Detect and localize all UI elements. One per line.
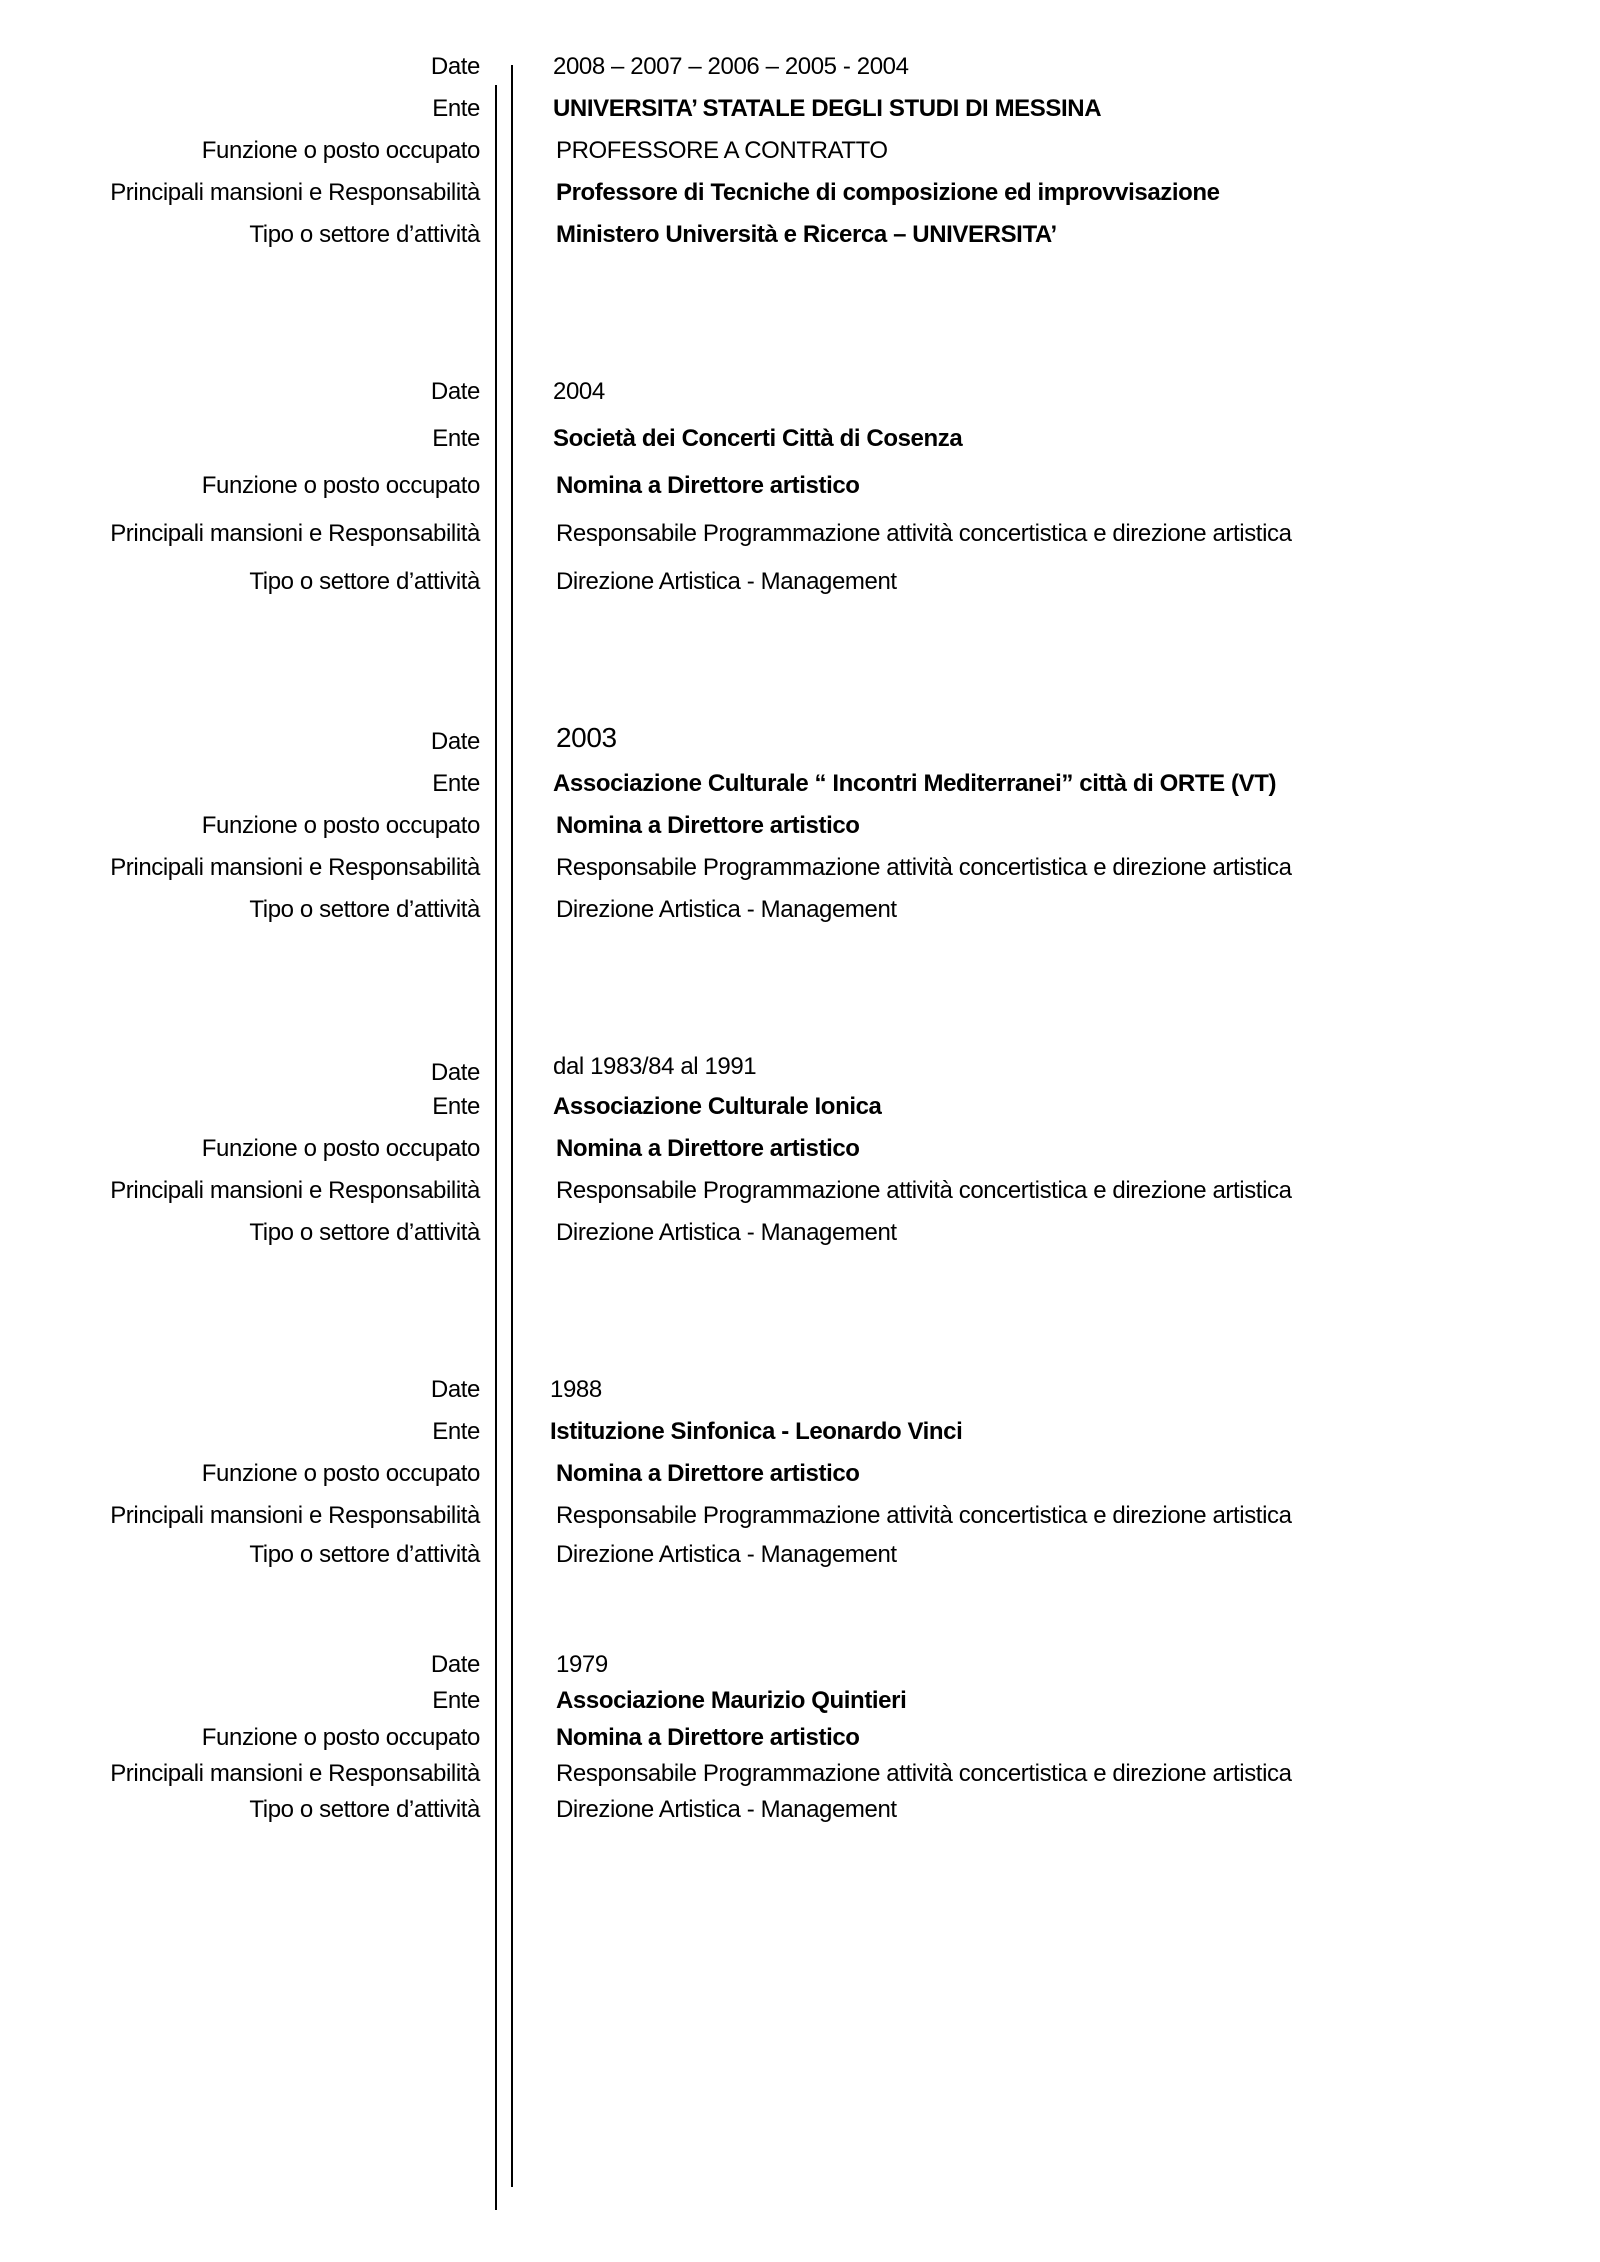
entry-row-ente [0, 422, 1600, 456]
label-date: Date [430, 728, 480, 755]
label-funzione: Funzione o posto occupato [201, 1460, 480, 1487]
value-date: 1979 [556, 1651, 608, 1678]
entry-row-date [0, 1373, 1600, 1407]
entry-row-funzione [0, 134, 1600, 168]
entry-row-mansioni [0, 1499, 1600, 1533]
label-mansioni: Principali mansioni e Responsabilità [110, 520, 480, 547]
label-mansioni: Principali mansioni e Responsabilità [110, 1177, 480, 1204]
value-date: 2003 [556, 722, 617, 753]
value-date: 1988 [550, 1376, 602, 1403]
value-date: dal 1983/84 al 1991 [553, 1053, 757, 1080]
value-date: 2008 – 2007 – 2006 – 2005 - 2004 [553, 53, 909, 80]
entry-row-ente [0, 92, 1600, 126]
value-ente: Associazione Culturale Ionica [553, 1093, 882, 1120]
label-tipo: Tipo o settore d’attività [249, 896, 480, 923]
entry-row-mansioni [0, 176, 1600, 210]
value-ente: Associazione Maurizio Quintieri [556, 1687, 907, 1714]
entry-row-mansioni [0, 517, 1600, 551]
value-mansioni: Responsabile Programmazione attività concertistica e direzione artistica [556, 854, 1292, 881]
label-mansioni: Principali mansioni e Responsabilità [110, 1502, 480, 1529]
entry-row-tipo [0, 565, 1600, 599]
label-ente: Ente [432, 1418, 480, 1445]
value-tipo: Direzione Artistica - Management [556, 568, 897, 595]
label-tipo: Tipo o settore d’attività [249, 568, 480, 595]
label-ente: Ente [432, 770, 480, 797]
value-ente: Istituzione Sinfonica - Leonardo Vinci [550, 1418, 963, 1445]
value-funzione: Nomina a Direttore artistico [556, 1135, 860, 1162]
entry-row-ente [0, 767, 1600, 801]
value-funzione: Nomina a Direttore artistico [556, 472, 860, 499]
label-tipo: Tipo o settore d’attività [249, 1796, 480, 1823]
label-funzione: Funzione o posto occupato [201, 1724, 480, 1751]
label-ente: Ente [432, 425, 480, 452]
label-funzione: Funzione o posto occupato [201, 472, 480, 499]
value-tipo: Direzione Artistica - Management [556, 1796, 897, 1823]
value-mansioni: Responsabile Programmazione attività concertistica e direzione artistica [556, 520, 1292, 547]
value-tipo: Direzione Artistica - Management [556, 1541, 897, 1568]
value-tipo: Ministero Università e Ricerca – UNIVERSITA’ [556, 221, 1057, 248]
entry-row-tipo [0, 1216, 1600, 1250]
value-mansioni: Professore di Tecniche di composizione ed improvvisazione [556, 179, 1220, 206]
entry-row-ente [0, 1415, 1600, 1449]
value-ente: Associazione Culturale “ Incontri Mediterranei” città di ORTE (VT) [553, 770, 1277, 797]
entry-row-ente [0, 1684, 1600, 1718]
entry-row-date [0, 722, 1600, 759]
label-mansioni: Principali mansioni e Responsabilità [110, 1760, 480, 1787]
entry-row-tipo [0, 1793, 1600, 1827]
entry-row-date [0, 50, 1600, 84]
value-mansioni: Responsabile Programmazione attività concertistica e direzione artistica [556, 1502, 1292, 1529]
label-tipo: Tipo o settore d’attività [249, 1219, 480, 1246]
label-date: Date [430, 1059, 480, 1086]
label-tipo: Tipo o settore d’attività [249, 1541, 480, 1568]
value-ente: UNIVERSITA’ STATALE DEGLI STUDI DI MESSINA [553, 95, 1102, 122]
entry-row-funzione [0, 1457, 1600, 1491]
entry-row-ente [0, 1090, 1600, 1124]
value-funzione: Nomina a Direttore artistico [556, 812, 860, 839]
value-funzione: Nomina a Direttore artistico [556, 1724, 860, 1751]
entry-row-funzione [0, 1721, 1600, 1755]
label-funzione: Funzione o posto occupato [201, 137, 480, 164]
entry-row-date [0, 1648, 1600, 1682]
entry-row-mansioni [0, 1174, 1600, 1208]
value-mansioni: Responsabile Programmazione attività concertistica e direzione artistica [556, 1177, 1292, 1204]
value-funzione: Nomina a Direttore artistico [556, 1460, 860, 1487]
entry-row-mansioni [0, 851, 1600, 885]
label-date: Date [430, 53, 480, 80]
value-ente: Società dei Concerti Città di Cosenza [553, 425, 963, 452]
value-funzione: PROFESSORE A CONTRATTO [556, 137, 888, 164]
value-tipo: Direzione Artistica - Management [556, 1219, 897, 1246]
label-ente: Ente [432, 1093, 480, 1120]
label-funzione: Funzione o posto occupato [201, 1135, 480, 1162]
entry-row-tipo [0, 893, 1600, 927]
label-date: Date [430, 378, 480, 405]
entry-row-mansioni [0, 1757, 1600, 1791]
entry-row-tipo [0, 1538, 1600, 1572]
label-ente: Ente [432, 95, 480, 122]
entry-row-tipo [0, 218, 1600, 252]
entry-row-funzione [0, 469, 1600, 503]
label-funzione: Funzione o posto occupato [201, 812, 480, 839]
label-date: Date [430, 1376, 480, 1403]
value-mansioni: Responsabile Programmazione attività concertistica e direzione artistica [556, 1760, 1292, 1787]
entry-row-date [0, 1050, 1600, 1084]
label-ente: Ente [432, 1687, 480, 1714]
label-tipo: Tipo o settore d’attività [249, 221, 480, 248]
entry-row-funzione [0, 809, 1600, 843]
label-mansioni: Principali mansioni e Responsabilità [110, 854, 480, 881]
label-date: Date [430, 1651, 480, 1678]
label-mansioni: Principali mansioni e Responsabilità [110, 179, 480, 206]
entry-row-funzione [0, 1132, 1600, 1166]
value-tipo: Direzione Artistica - Management [556, 896, 897, 923]
entry-row-date [0, 375, 1600, 409]
value-date: 2004 [553, 378, 605, 405]
